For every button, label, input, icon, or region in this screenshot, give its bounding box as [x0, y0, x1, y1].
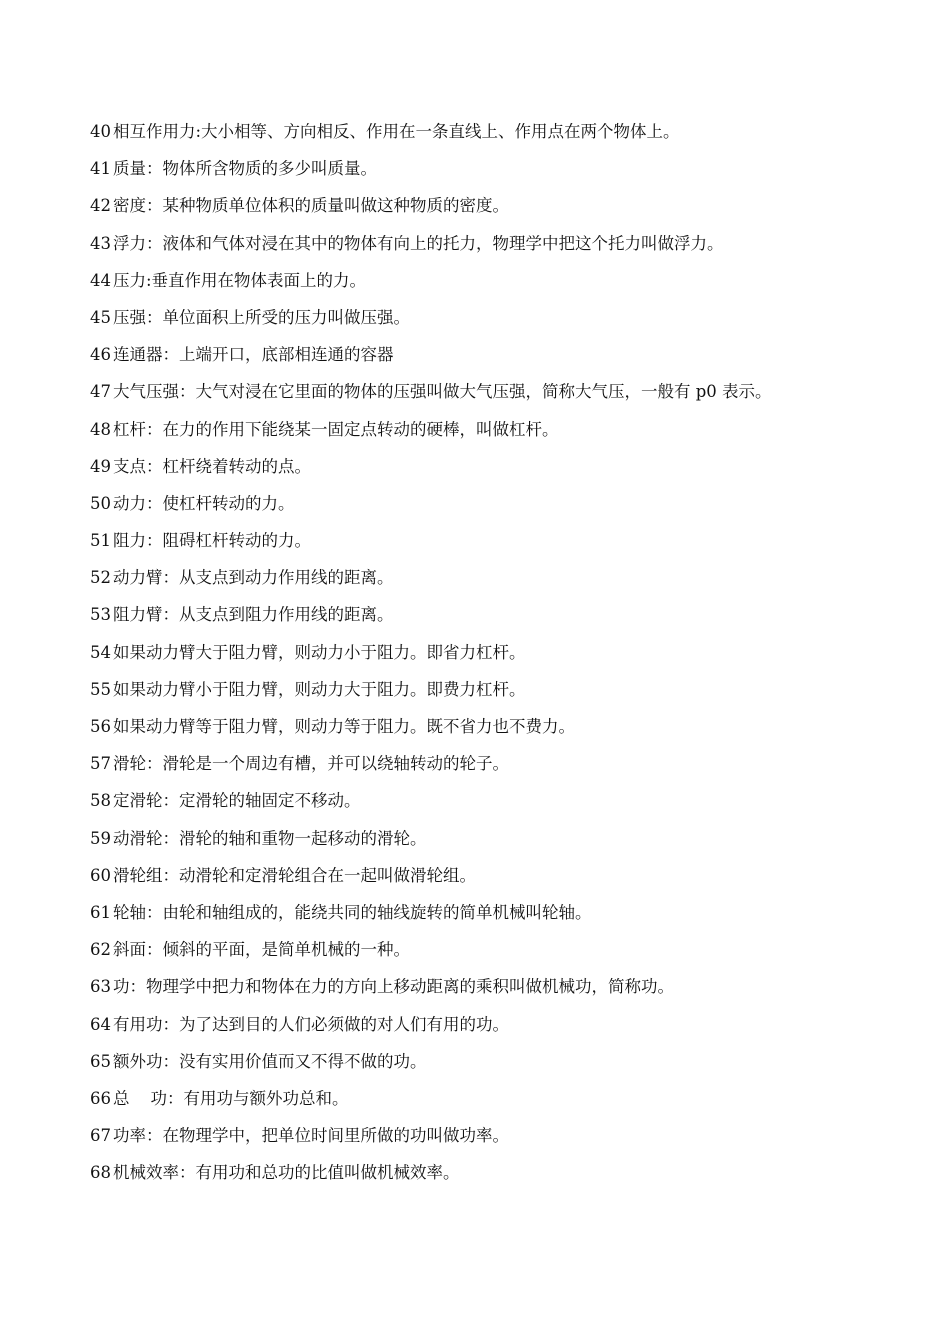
definition-line: [90, 712, 890, 749]
definition-line: [90, 563, 890, 600]
line-text: 动滑轮：滑轮的轴和重物一起移动的滑轮。: [113, 828, 427, 848]
line-number: 56: [90, 717, 111, 736]
line-text: 额外功：没有实用价值而又不得不做的功。: [113, 1051, 427, 1071]
line-number: 51: [90, 531, 111, 551]
definition-line: [90, 786, 890, 823]
definition-line: [90, 191, 890, 228]
definition-line: [90, 1121, 890, 1158]
line-number: 49: [90, 456, 111, 476]
line-number: 48: [90, 419, 111, 439]
definition-line: [90, 898, 890, 935]
line-text: 轮轴：由轮和轴组成的，能绕共同的轴线旋转的简单机械叫轮轴。: [113, 902, 592, 922]
line-text: 如果动力臂大于阻力臂，则动力小于阻力。即省力杠杆。: [113, 642, 526, 662]
line-text: 动力：使杠杆转动的力。: [113, 493, 295, 513]
line-text: 阻力臂：从支点到阻力作用线的距离。: [113, 605, 394, 625]
line-text: 压强：单位面积上所受的压力叫做压强。: [113, 307, 410, 327]
line-text: 杠杆：在力的作用下能绕某一固定点转动的硬棒，叫做杠杆。: [113, 419, 559, 439]
line-text: 浮力：液体和气体对浸在其中的物体有向上的托力，物理学中把这个托力叫做浮力。: [113, 233, 724, 253]
definition-line: [90, 638, 890, 675]
line-number: 65: [90, 1051, 111, 1071]
line-number: 64: [90, 1014, 111, 1034]
line-text: 动力臂：从支点到动力作用线的距离。: [113, 568, 394, 588]
definition-line: [90, 154, 890, 191]
line-number: 53: [90, 605, 111, 625]
definition-line: [90, 340, 890, 377]
line-text: 如果动力臂小于阻力臂，则动力大于阻力。即费力杠杆。: [113, 679, 526, 699]
definition-line: [90, 266, 890, 303]
definition-line: [90, 452, 890, 489]
line-number: 44: [90, 270, 111, 290]
line-number: 54: [90, 642, 111, 662]
line-number: 43: [90, 233, 111, 253]
line-text: 如果动力臂等于阻力臂，则动力等于阻力。既不省力也不费力。: [113, 717, 575, 736]
line-number: 58: [90, 791, 111, 811]
line-text: 滑轮组：动滑轮和定滑轮组合在一起叫做滑轮组。: [113, 865, 476, 885]
line-number: 66: [90, 1088, 111, 1108]
line-number: 67: [90, 1126, 111, 1146]
definition-line: [90, 861, 890, 898]
line-number: 62: [90, 940, 111, 960]
definition-line: [90, 1158, 890, 1195]
line-number: 68: [90, 1163, 111, 1183]
line-number: 41: [90, 159, 111, 179]
line-number: 63: [90, 977, 111, 997]
line-text: 连通器：上端开口，底部相连通的容器: [113, 345, 394, 365]
definition-line: [90, 117, 890, 154]
line-text: 有用功：为了达到目的人们必须做的对人们有用的功。: [113, 1014, 509, 1034]
definition-line: [90, 600, 890, 637]
line-text: 大气压强：大气对浸在它里面的物体的压强叫做大气压强，简称大气压，一般有 p0 表示。: [113, 382, 772, 402]
definition-line: [90, 824, 890, 861]
line-text: 功：物理学中把力和物体在力的方向上移动距离的乘积叫做机械功，简称功。: [113, 977, 674, 997]
definition-line: [90, 972, 890, 1009]
line-number: 61: [90, 902, 111, 922]
line-number: 40: [90, 122, 111, 141]
line-text: 相互作用力:大小相等、方向相反、作用在一条直线上、作用点在两个物体上。: [113, 122, 680, 141]
line-number: 57: [90, 754, 111, 774]
line-number: 50: [90, 493, 111, 513]
line-number: 46: [90, 345, 111, 365]
definition-line: [90, 935, 890, 972]
line-text: 定滑轮：定滑轮的轴固定不移动。: [113, 791, 361, 811]
line-text: 压力:垂直作用在物体表面上的力。: [113, 270, 367, 290]
definition-line: [90, 1047, 890, 1084]
line-number: 42: [90, 196, 111, 216]
line-number: 45: [90, 307, 111, 327]
definition-line: [90, 749, 890, 786]
line-number: 60: [90, 865, 111, 885]
line-number: 59: [90, 828, 111, 848]
line-text: 密度：某种物质单位体积的质量叫做这种物质的密度。: [113, 196, 509, 216]
line-text: 质量：物体所含物质的多少叫质量。: [113, 159, 377, 179]
definition-line: [90, 675, 890, 712]
definition-line: [90, 1084, 890, 1121]
definition-line: [90, 415, 890, 452]
line-number: 52: [90, 568, 111, 588]
line-number: 47: [90, 382, 111, 402]
line-text: 支点：杠杆绕着转动的点。: [113, 456, 311, 476]
line-text: 机械效率：有用功和总功的比值叫做机械效率。: [113, 1163, 460, 1183]
definition-line: [90, 489, 890, 526]
definition-line: [90, 303, 890, 340]
definition-list: [90, 117, 890, 1195]
definition-line: [90, 526, 890, 563]
line-text: 滑轮：滑轮是一个周边有槽，并可以绕轴转动的轮子。: [113, 754, 509, 774]
line-text: 总 功：有用功与额外功总和。: [113, 1088, 349, 1108]
line-text: 阻力：阻碍杠杆转动的力。: [113, 531, 311, 551]
definition-line: [90, 377, 890, 414]
line-text: 斜面：倾斜的平面，是简单机械的一种。: [113, 940, 410, 960]
definition-line: [90, 229, 890, 266]
line-text: 功率：在物理学中，把单位时间里所做的功叫做功率。: [113, 1126, 509, 1146]
definition-line: [90, 1010, 890, 1047]
line-number: 55: [90, 679, 111, 699]
